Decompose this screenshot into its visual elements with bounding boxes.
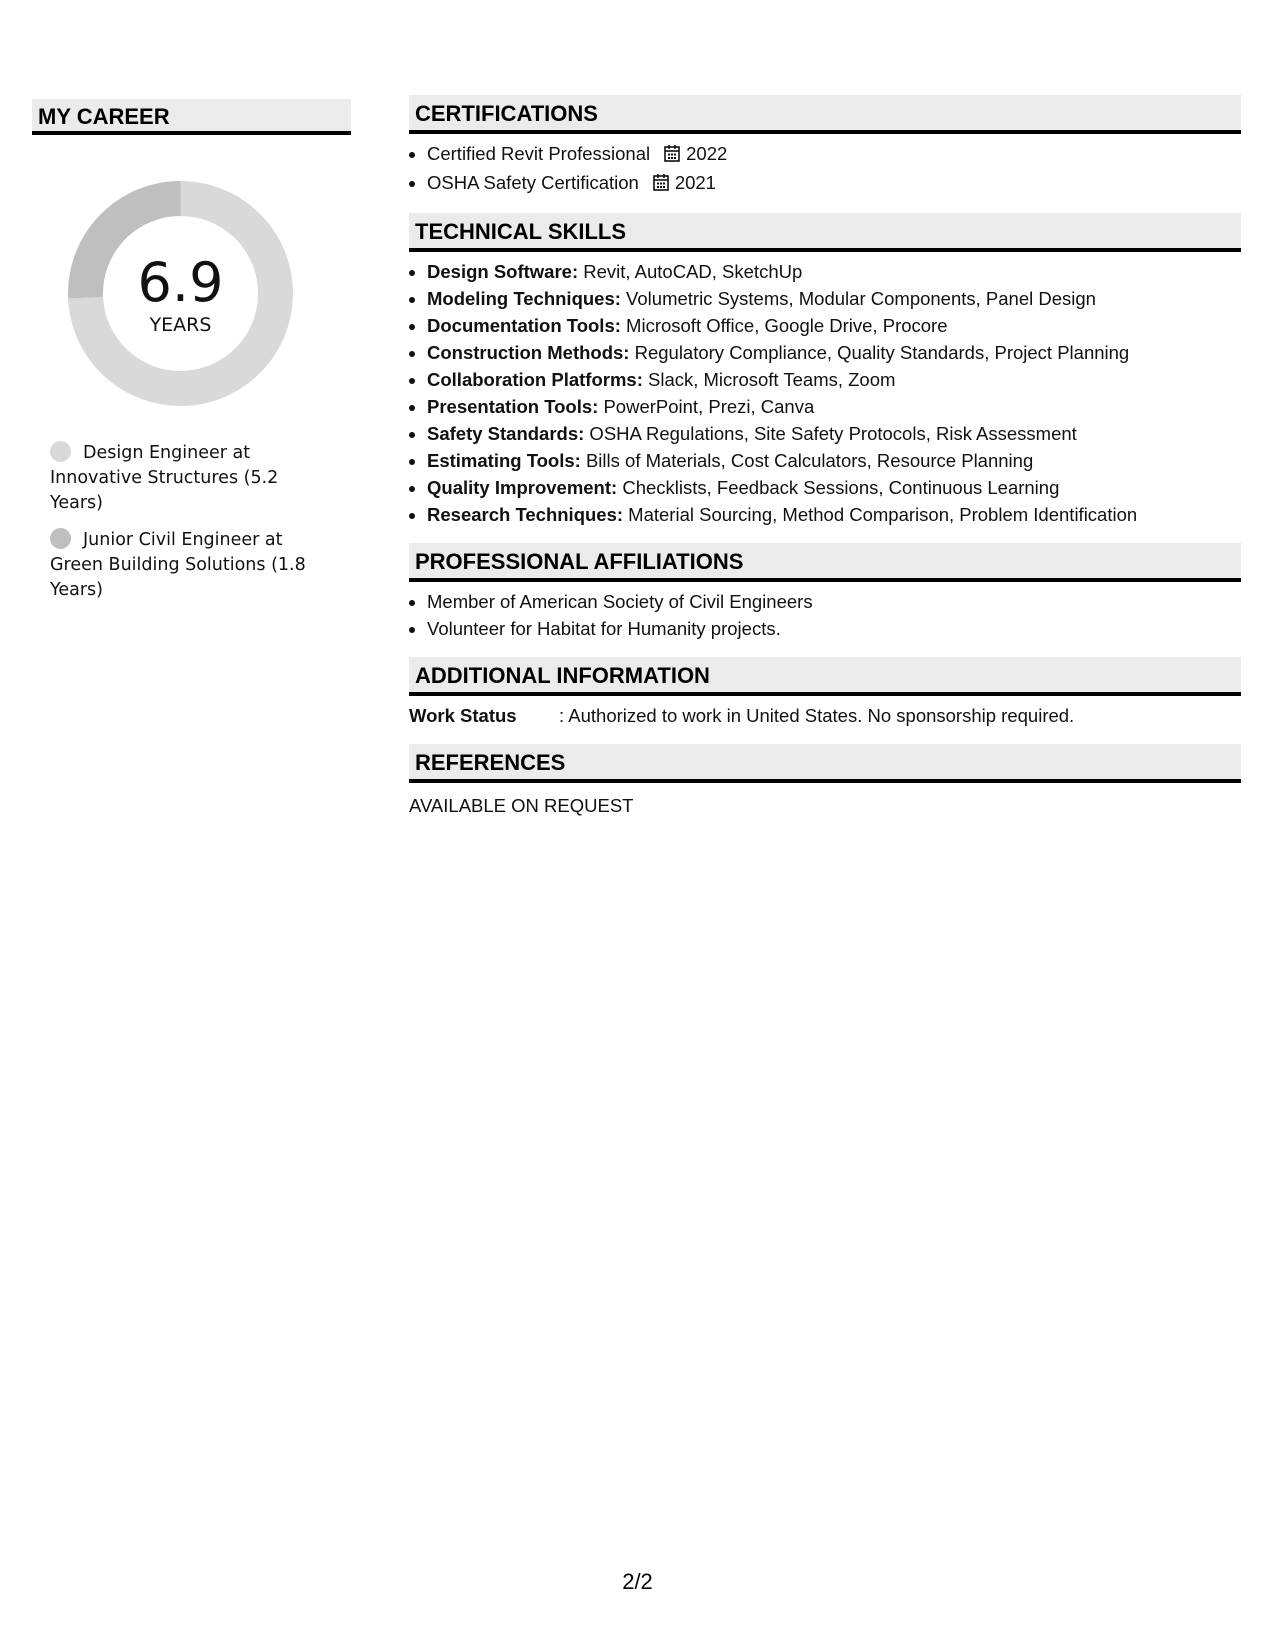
certifications-title: CERTIFICATIONS bbox=[409, 95, 1241, 134]
skill-label: Construction Methods: bbox=[427, 342, 630, 363]
certification-year: 2022 bbox=[686, 143, 728, 164]
skill-item bbox=[427, 420, 1241, 447]
technical-skills-title: TECHNICAL SKILLS bbox=[409, 213, 1241, 252]
certification-name: Certified Revit Professional bbox=[427, 143, 651, 164]
career-legend bbox=[50, 441, 335, 603]
skill-item bbox=[427, 366, 1241, 393]
skill-value: Material Sourcing, Method Comparison, Problem Identification bbox=[623, 504, 1138, 525]
affiliations-section bbox=[409, 543, 1241, 642]
certification-year: 2021 bbox=[674, 172, 716, 193]
skill-value: Bills of Materials, Cost Calculators, Resource Planning bbox=[580, 450, 1034, 471]
certification-item bbox=[427, 140, 1241, 169]
skill-value: Slack, Microsoft Teams, Zoom bbox=[642, 369, 896, 390]
skill-value: OSHA Regulations, Site Safety Protocols, Risk Assessment bbox=[584, 423, 1077, 444]
skill-label: Safety Standards: bbox=[427, 423, 585, 444]
legend-dot-icon bbox=[50, 528, 71, 549]
calendar-icon bbox=[664, 142, 680, 169]
technical-skills-list bbox=[409, 258, 1241, 528]
work-status-label: Work Status bbox=[409, 705, 517, 726]
skill-item bbox=[427, 501, 1241, 528]
skill-value: Checklists, Feedback Sessions, Continuous Learning bbox=[617, 477, 1060, 498]
career-section-title: MY CAREER bbox=[32, 99, 351, 135]
skill-value: Revit, AutoCAD, SketchUp bbox=[578, 261, 803, 282]
skill-item bbox=[427, 447, 1241, 474]
career-legend-item bbox=[50, 441, 335, 516]
skill-value: Regulatory Compliance, Quality Standards, Project Planning bbox=[629, 342, 1130, 363]
skill-label: Collaboration Platforms: bbox=[427, 369, 643, 390]
career-sidebar bbox=[32, 99, 351, 615]
skill-label: Estimating Tools: bbox=[427, 450, 581, 471]
skill-item bbox=[427, 285, 1241, 312]
references-title: REFERENCES bbox=[409, 744, 1241, 783]
affiliation-item: • Volunteer for Habitat for Humanity projects. bbox=[427, 615, 1241, 642]
certification-item bbox=[427, 169, 1241, 198]
technical-skills-section bbox=[409, 213, 1241, 528]
references-text: AVAILABLE ON REQUEST bbox=[409, 795, 634, 816]
skill-label: Modeling Techniques: bbox=[427, 288, 621, 309]
skill-item bbox=[427, 339, 1241, 366]
certifications-section bbox=[409, 95, 1241, 198]
skill-value: PowerPoint, Prezi, Canva bbox=[598, 396, 815, 417]
skill-label: Research Techniques: bbox=[427, 504, 624, 525]
skill-item bbox=[427, 312, 1241, 339]
career-role-label: Design Engineer at Innovative Structures (5.2 Years) bbox=[50, 443, 279, 513]
career-donut-chart bbox=[68, 181, 293, 406]
work-status-value: : Authorized to work in United States. No sponsorship required. bbox=[559, 705, 1075, 726]
career-legend-item bbox=[50, 528, 335, 603]
skill-label: Presentation Tools: bbox=[427, 396, 599, 417]
skill-value: Volumetric Systems, Modular Components, Panel Design bbox=[620, 288, 1096, 309]
skill-item bbox=[427, 258, 1241, 285]
skill-label: Quality Improvement: bbox=[427, 477, 618, 498]
work-status-row bbox=[409, 702, 1241, 729]
total-years-unit: YEARS bbox=[149, 314, 212, 336]
certification-name: OSHA Safety Certification bbox=[427, 172, 639, 193]
affiliation-item: • Member of American Society of Civil Engineers bbox=[427, 588, 1241, 615]
total-years-value: 6.9 bbox=[137, 251, 224, 314]
skill-label: Documentation Tools: bbox=[427, 315, 621, 336]
skill-label: Design Software: bbox=[427, 261, 579, 282]
references-section bbox=[409, 744, 1241, 819]
legend-dot-icon bbox=[50, 441, 71, 462]
donut-center-label bbox=[68, 181, 293, 406]
certifications-list bbox=[409, 140, 1241, 198]
career-role-label: Junior Civil Engineer at Green Building Solutions (1.8 Years) bbox=[50, 530, 306, 600]
skill-item bbox=[427, 474, 1241, 501]
additional-info-section bbox=[409, 657, 1241, 729]
affiliations-title: PROFESSIONAL AFFILIATIONS bbox=[409, 543, 1241, 582]
skill-item bbox=[427, 393, 1241, 420]
skill-value: Microsoft Office, Google Drive, Procore bbox=[620, 315, 948, 336]
additional-info-title: ADDITIONAL INFORMATION bbox=[409, 657, 1241, 696]
affiliations-list bbox=[409, 588, 1241, 642]
calendar-icon bbox=[653, 171, 669, 198]
resume-main-column bbox=[409, 95, 1241, 819]
page-number: 2/2 bbox=[622, 1569, 653, 1594]
